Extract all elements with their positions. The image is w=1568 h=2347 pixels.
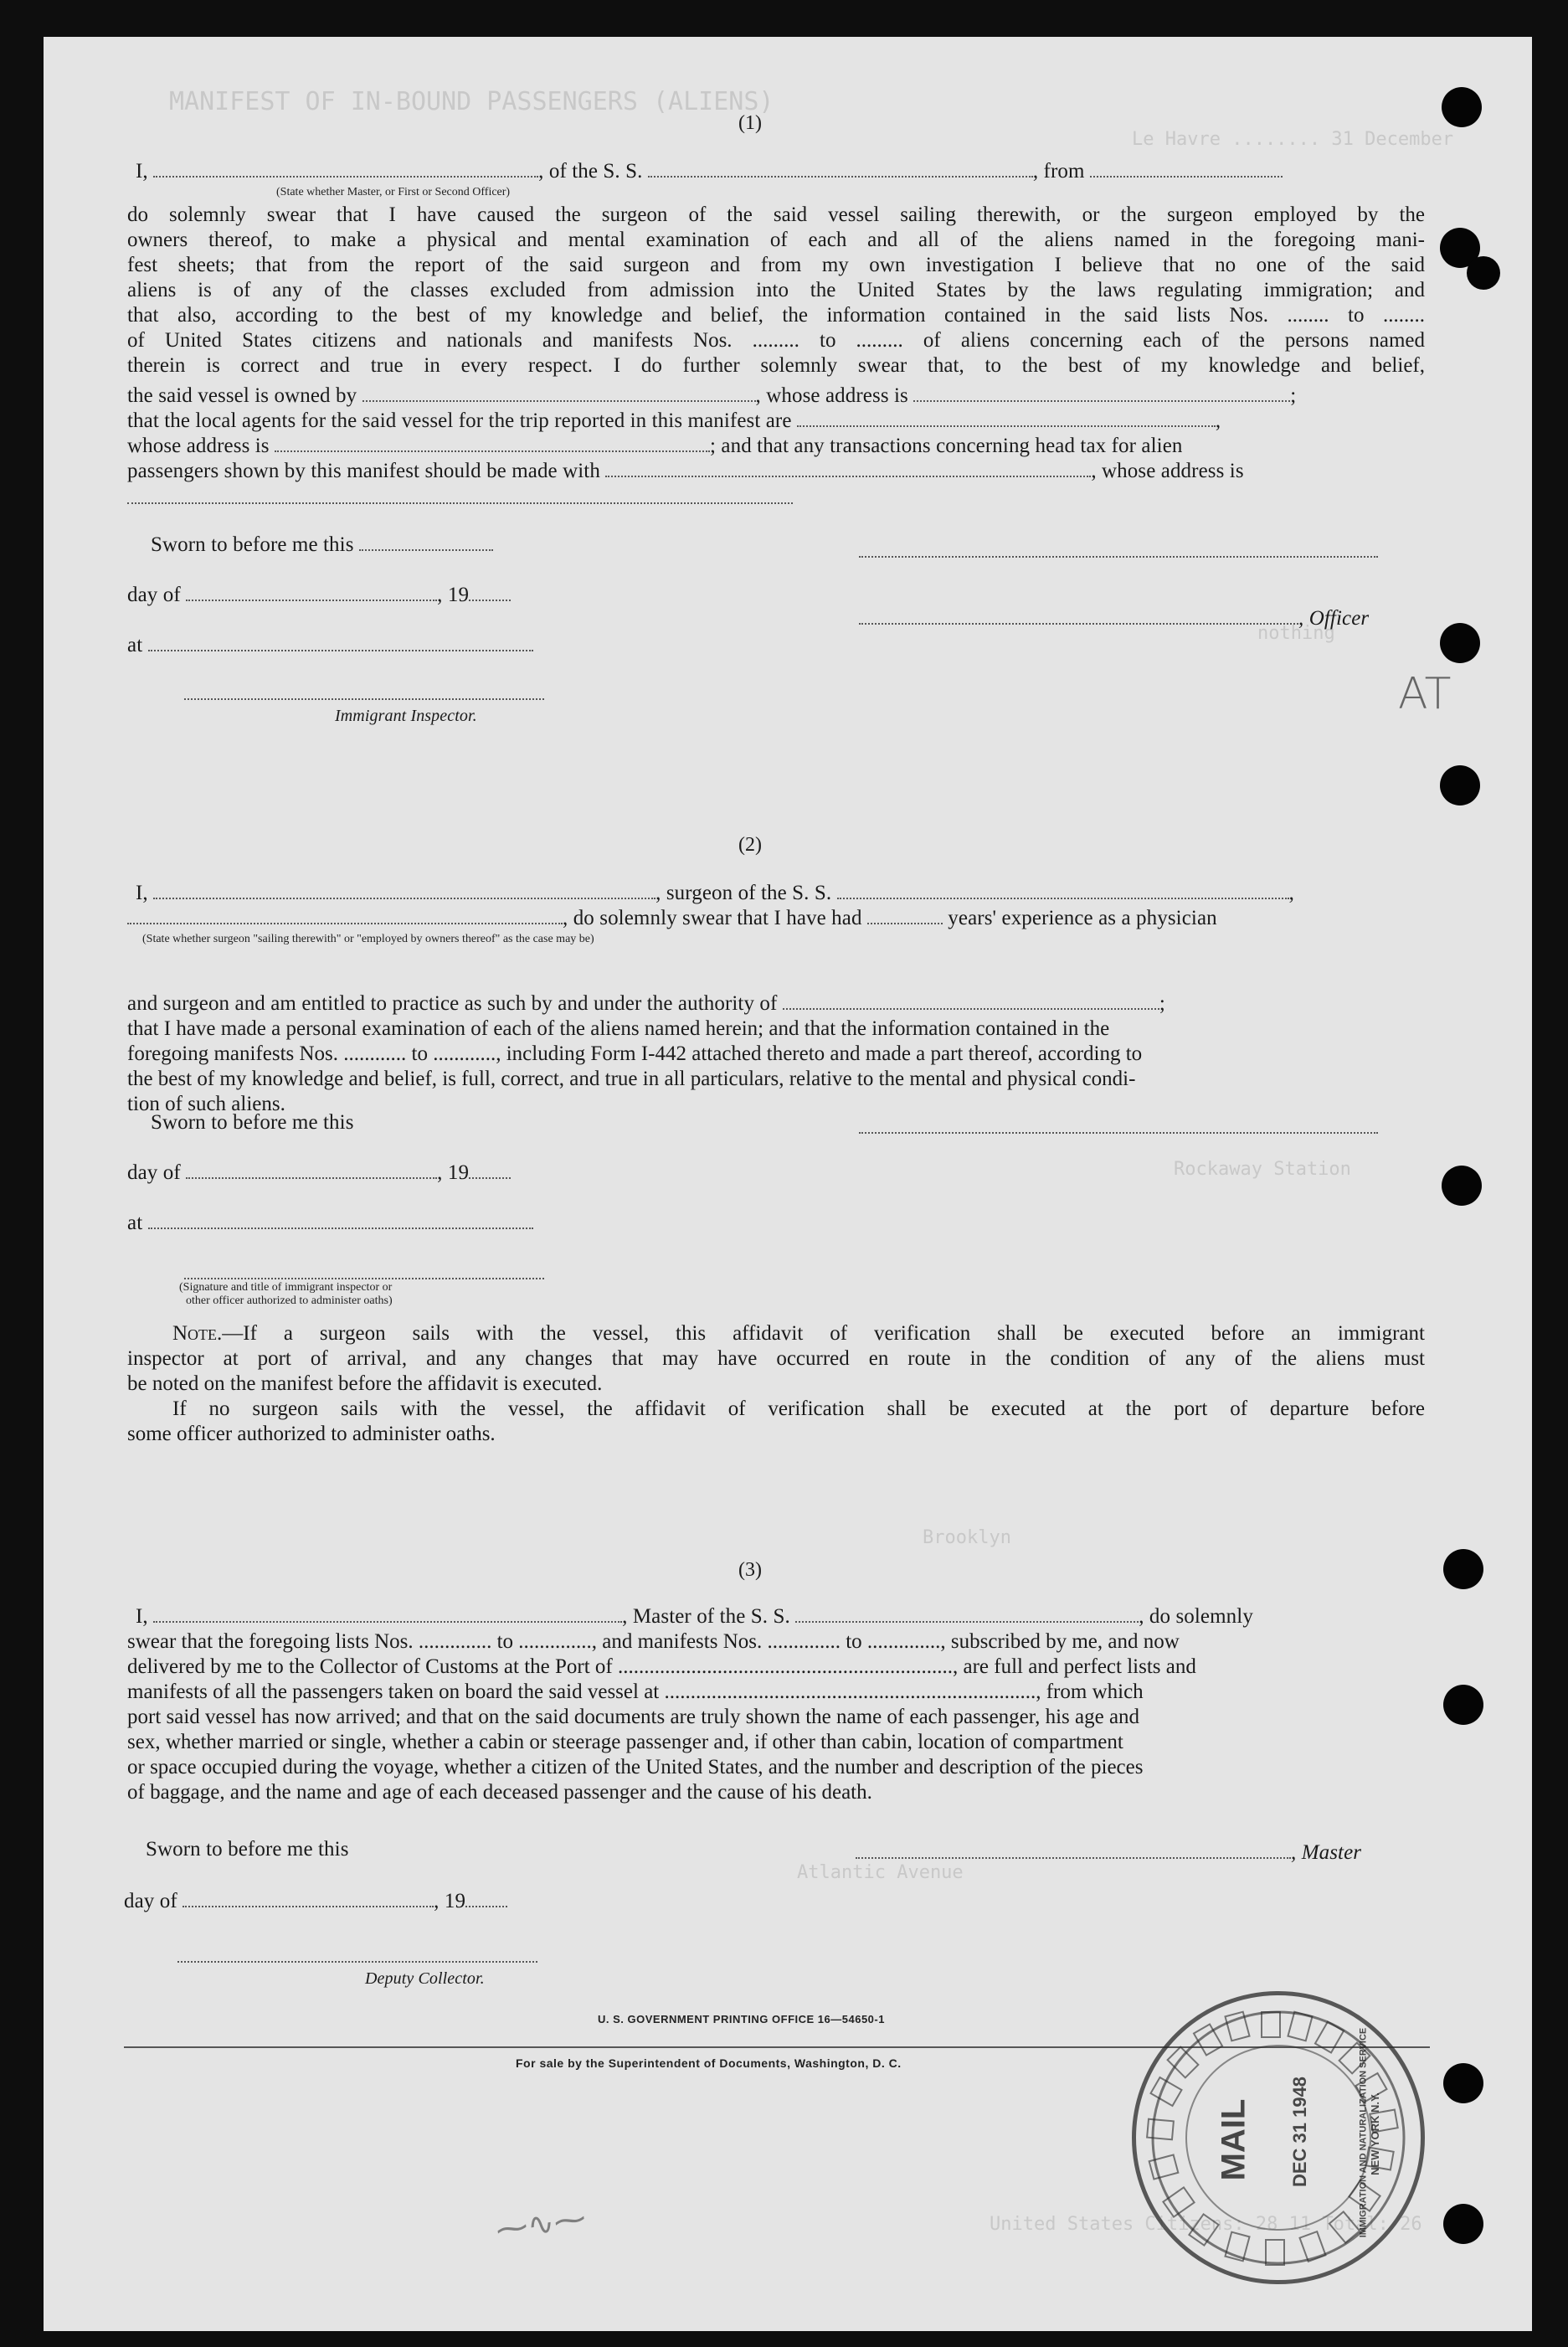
bleed-through-text: Brooklyn xyxy=(923,1527,1011,1548)
punch-hole xyxy=(1440,765,1480,805)
bleed-through-text: Rockaway Station xyxy=(1174,1159,1351,1180)
oath-line: I, , of the S. S. , from xyxy=(136,159,1283,184)
immigration-mail-stamp xyxy=(1132,1991,1425,2284)
surgeon-paragraph: that I have made a personal examination of each of the aliens named herein; and that the information contained in the foregoing manifests Nos. ............ to ............, including Form I-442 attached thereto and made a part thereof, according to the best of my knowledge and belief, is full, correct, and true in all particulars, relative to the mental and physical condi- tion of such aliens. xyxy=(127,1017,1143,1115)
field-caption: (State whether Master, or First or Second Officer) xyxy=(276,186,511,198)
handwritten-signature: ⁓∿⁓ xyxy=(493,2199,589,2249)
signature-line xyxy=(859,1132,1378,1134)
master-paragraph: swear that the foregoing lists Nos. .............. to .............., and manifests Nos. .............. to .............., subscribed by me, and now delivered by me to the Collector of Customs at the Port of ................................................................, are full and perfect lists and manifests of all the passengers taken on board the said vessel at ......................................................................., from which port said vessel has now arrived; and that on the said documents are truly shown the name of each passenger, his age and sex, whether married or single, whether a cabin or steerage passenger and, if other than cabin, location of compartment or space occupied during the voyage, whether a citizen of the United States, and the number and description of the pieces of baggage, and the name and age of each deceased passenger and the cause of his death. xyxy=(127,1630,1196,1804)
margin-note: AT xyxy=(1398,669,1452,719)
head-tax-line: passengers shown by this manifest should be made with , whose address is xyxy=(127,460,1244,482)
oath-paragraph: do solemnly swear that I have caused the surgeon of the said vessel sailing therewith, or the surgeon employed by the owners thereof, to make a physical and mental examination of each and all of the aliens named in the foregoing mani- fest sheets; that from the report of the said surgeon and from my own investigation I believe that no one of the said aliens is of any of the classes excluded from admission into the United States by the laws regulating immigration; and that also, according to the best of my knowledge and belief, the information contained in the said lists Nos. ........ to ........ of United States citizens and nationals and manifests Nos. ......... to ......... of aliens concerning each of the persons named therein is correct and true in every respect. I do further solemnly swear that, to the best of my knowledge and belief, xyxy=(127,203,1425,377)
sworn-label: Sworn to before me this xyxy=(146,1838,349,1861)
bleed-through-text: nothing xyxy=(1257,623,1335,644)
sworn-label: Sworn to before me this xyxy=(151,533,493,558)
bleed-through-text: United States Citizens: 28 11 Total: 26 xyxy=(990,2214,1422,2235)
officer-signature-line-1 xyxy=(859,556,1378,558)
address-line xyxy=(127,502,793,504)
agents-line: that the local agents for the said vessel for the trip reported in this manifest are , xyxy=(127,409,1221,432)
stamp-main-label: MAIL xyxy=(1215,2098,1252,2181)
stamp-service: IMMIGRATION AND NATURALIZATION SERVICE xyxy=(1358,2027,1369,2238)
section-number: (2) xyxy=(738,834,762,856)
note-paragraph: Note.—If a surgeon sails with the vessel, this affidavit of verification shall be executed before an immigrant inspector at port of arrival, and any changes that may have occurred en route in the condition of any of the aliens must be noted on the manifest before the affidavit is executed. xyxy=(127,1322,1425,1395)
punch-hole xyxy=(1440,623,1480,663)
authority-line: and surgeon and am entitled to practice as such by and under the authority of ; xyxy=(127,992,1165,1015)
punch-hole xyxy=(1443,1685,1483,1725)
deputy-signature-line xyxy=(177,1961,537,1963)
section-number: (1) xyxy=(738,112,762,134)
field-caption: (State whether surgeon "sailing therewith" or "employed by owners thereof" as the case may be) xyxy=(142,933,594,945)
bleed-through-text: Le Havre ........ 31 December xyxy=(1132,129,1454,150)
day-of-label: day of , 19 xyxy=(127,583,511,608)
officer-signature: , Officer xyxy=(859,606,1369,631)
punch-hole xyxy=(1442,1166,1482,1206)
deputy-title: Deputy Collector. xyxy=(365,1969,485,1988)
inspector-signature-line xyxy=(184,698,544,700)
note-paragraph-2: If no surgeon sails with the vessel, the affidavit of verification shall be executed at the port of departure before some officer authorized to administer oaths. xyxy=(127,1397,1425,1445)
printing-office-line: U. S. GOVERNMENT PRINTING OFFICE 16—54650-1 xyxy=(598,2013,885,2025)
signature-caption: other officer authorized to administer oaths) xyxy=(186,1294,393,1307)
signature-caption: (Signature and title of immigrant inspector or xyxy=(179,1281,393,1294)
agent-address-line: whose address is ; and that any transactions concerning head tax for alien xyxy=(127,435,1183,457)
at-label: at xyxy=(127,1211,533,1236)
owner-line: the said vessel is owned by , whose address is ; xyxy=(127,384,1297,407)
experience-line: , do solemnly swear that I have had years' experience as a physician xyxy=(127,906,1217,931)
punch-hole xyxy=(1442,87,1482,127)
stamp-date: DEC 31 1948 xyxy=(1289,2076,1311,2188)
section-number: (3) xyxy=(738,1559,762,1581)
inspector-signature-line xyxy=(184,1278,544,1279)
stamp-city: NEW YORK N.Y. xyxy=(1368,2092,1381,2175)
manifest-page xyxy=(44,37,1532,2331)
surgeon-line: I, , surgeon of the S. S. , xyxy=(136,882,1294,904)
punch-hole xyxy=(1467,256,1500,290)
sworn-label: Sworn to before me this xyxy=(151,1111,354,1134)
bleed-through-text: MANIFEST OF IN-BOUND PASSENGERS (ALIENS) xyxy=(169,87,774,116)
punch-hole xyxy=(1443,1549,1483,1589)
punch-hole xyxy=(1443,2204,1483,2244)
master-signature: , Master xyxy=(856,1840,1361,1866)
sale-notice: For sale by the Superintendent of Documents, Washington, D. C. xyxy=(516,2056,902,2070)
day-of-label: day of , 19 xyxy=(127,1161,511,1186)
master-line: I, , Master of the S. S. , do solemnly xyxy=(136,1605,1253,1628)
inspector-title: Immigrant Inspector. xyxy=(335,707,477,725)
punch-hole xyxy=(1443,2063,1483,2103)
at-label: at xyxy=(127,633,533,658)
bleed-through-text: Atlantic Avenue xyxy=(797,1862,964,1883)
day-of-label: day of , 19 xyxy=(124,1889,507,1914)
